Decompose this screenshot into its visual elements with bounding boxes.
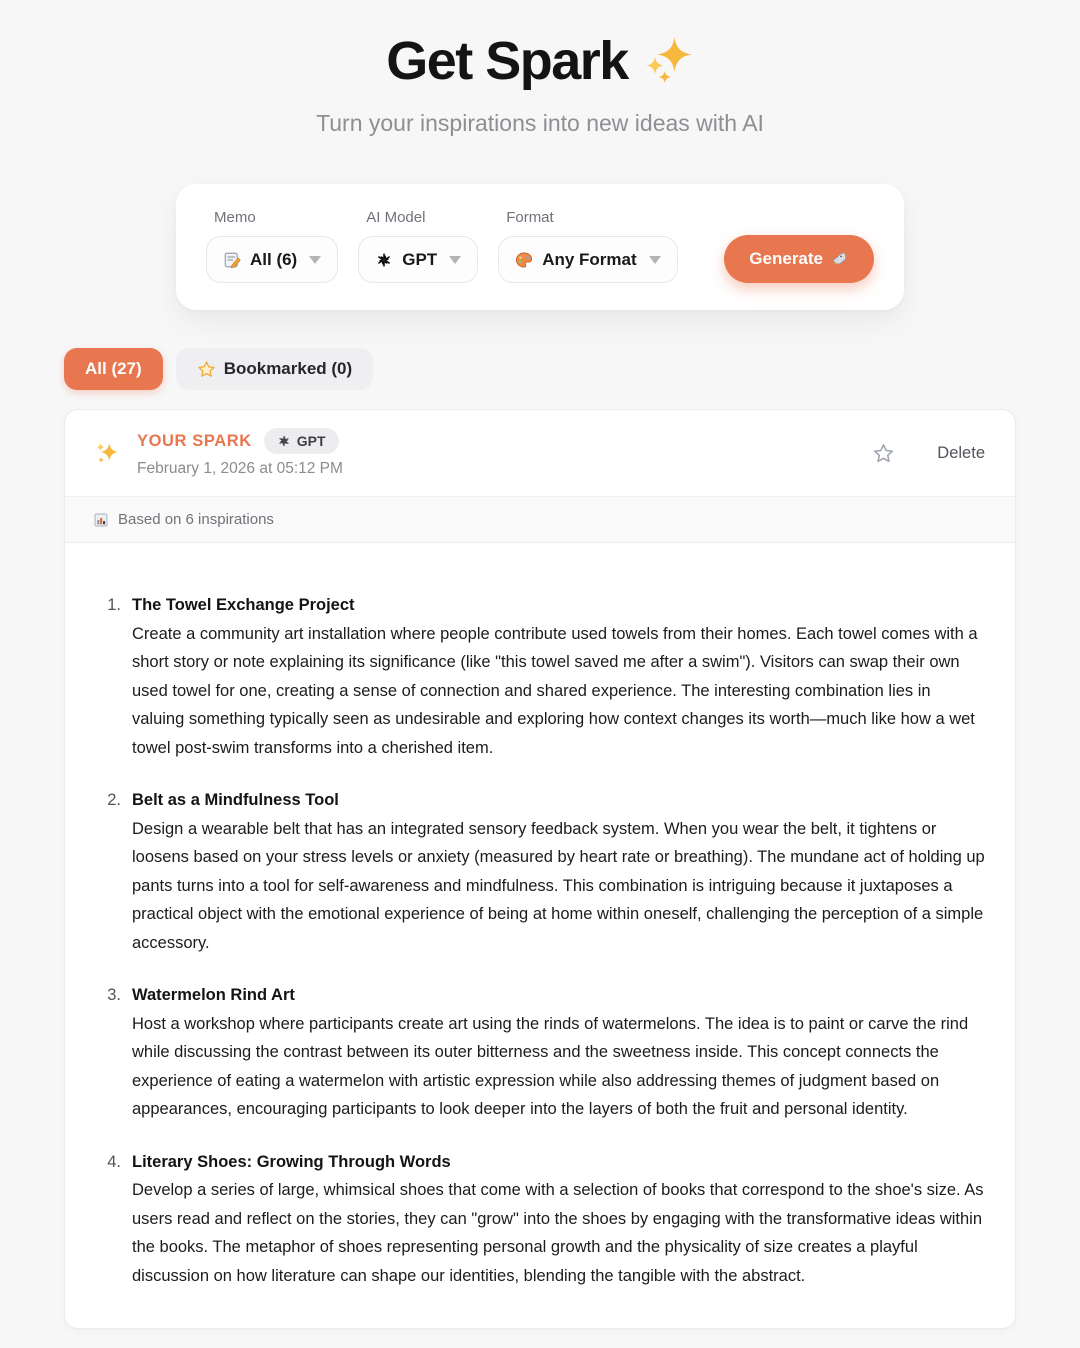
spark-result-card — [64, 409, 1016, 1329]
idea-number: 4. — [107, 1152, 121, 1171]
chevron-down-icon — [449, 256, 461, 264]
idea-title: The Towel Exchange Project — [132, 596, 355, 614]
delete-button[interactable]: Delete — [937, 443, 985, 462]
chevron-down-icon — [309, 256, 321, 264]
results-tabs — [64, 348, 1016, 390]
bar-chart-icon — [93, 512, 109, 528]
generate-button-label: Generate — [749, 249, 823, 268]
format-label: Format — [506, 209, 554, 226]
list-item — [104, 1148, 985, 1291]
idea-body: Design a wearable belt that has an integrated sensory feedback system. When you wear the belt, it tightens or loosens based on your stress levels or anxiety (measured by heart rate or breathing). The mundane act of holding up pants turns into a tool for self-awareness and mindfulness. This combination is intriguing because it juxtaposes a practical object with the emotional experience of being at home within oneself, challenging the perception of a simple accessory. — [132, 819, 985, 952]
idea-title: Watermelon Rind Art — [132, 986, 295, 1004]
palette-icon — [515, 251, 533, 269]
page-title — [386, 28, 694, 94]
app-header — [0, 0, 1080, 139]
rocket-icon — [831, 250, 849, 268]
format-control — [498, 209, 677, 283]
spark-card-header — [65, 410, 1015, 496]
idea-body: Host a workshop where participants create art using the rinds of watermelons. The idea is to paint or carve the rind while discussing the contrast between its outer bitterness and the sweetness inside. This concept connects the experience of eating a watermelon with artistic expression while also addressing themes of judgment based on appearances, encouraging participants to look deeper into the layers of both the fruit and personal identity. — [132, 1014, 969, 1118]
idea-number: 2. — [107, 791, 121, 809]
model-label: AI Model — [366, 209, 426, 226]
openai-icon — [277, 434, 291, 448]
star-icon — [197, 360, 216, 379]
page-subtitle: Turn your inspirations into new ideas with AI — [316, 110, 764, 136]
tab-all-label: All (27) — [85, 359, 142, 378]
model-value: GPT — [402, 249, 438, 269]
sparkles-icon — [93, 438, 123, 468]
inspirations-meta-label: Based on 6 inspirations — [118, 511, 274, 528]
idea-title: Belt as a Mindfulness Tool — [132, 791, 339, 809]
idea-title: Literary Shoes: Growing Through Words — [132, 1152, 451, 1171]
memo-label: Memo — [214, 209, 256, 226]
tab-all[interactable] — [64, 348, 163, 390]
memo-value: All (6) — [250, 249, 298, 269]
list-item — [104, 981, 985, 1124]
page-title-text: Get Spark — [386, 31, 628, 91]
star-outline-icon — [872, 442, 895, 465]
spark-card-title: YOUR SPARK — [137, 431, 252, 450]
list-item — [104, 786, 985, 957]
idea-body: Create a community art installation where people contribute used towels from their homes. Each towel comes with a short story or note explaining its significance (like "this towel saved me after a swim"). Visitors can swap their own used towel for one, creating a sense of connection and shared experience. The interesting combination lies in valuing something typically seen as undesirable and exploring how context changes its worth—much like how a wet towel post-swim transforms into a cherished item. — [132, 624, 978, 757]
generate-button[interactable] — [724, 235, 874, 283]
model-dropdown[interactable] — [358, 236, 478, 283]
bookmark-star-button[interactable] — [870, 440, 897, 467]
format-dropdown[interactable] — [498, 236, 677, 283]
model-badge — [264, 428, 339, 454]
model-control — [358, 209, 478, 283]
memo-control — [206, 209, 338, 283]
inspirations-meta — [65, 496, 1015, 543]
idea-body: Develop a series of large, whimsical shoes that come with a selection of books that correspond to the shoe's size. As users read and reflect on the stories, they can "grow" into the shoes by engaging with the transformative ideas within the books. The metaphor of shoes representing personal growth and the physicality of size creates a playful discussion on how literature can shape our identities, blending the tangible with the abstract. — [132, 1181, 984, 1285]
memo-dropdown[interactable] — [206, 236, 338, 283]
ideas-list — [65, 543, 1015, 1329]
chevron-down-icon — [649, 256, 661, 264]
generation-controls — [176, 184, 904, 310]
model-badge-label: GPT — [296, 433, 326, 449]
spark-timestamp: February 1, 2026 at 05:12 PM — [137, 460, 343, 477]
list-item — [104, 591, 985, 762]
memo-icon — [223, 251, 241, 269]
tab-bookmarked-label: Bookmarked (0) — [223, 359, 353, 378]
idea-number: 1. — [107, 596, 121, 614]
openai-icon — [375, 251, 393, 269]
format-value: Any Format — [542, 249, 637, 269]
idea-number: 3. — [107, 986, 121, 1004]
sparkles-icon — [642, 35, 694, 87]
tab-bookmarked[interactable] — [176, 348, 373, 390]
